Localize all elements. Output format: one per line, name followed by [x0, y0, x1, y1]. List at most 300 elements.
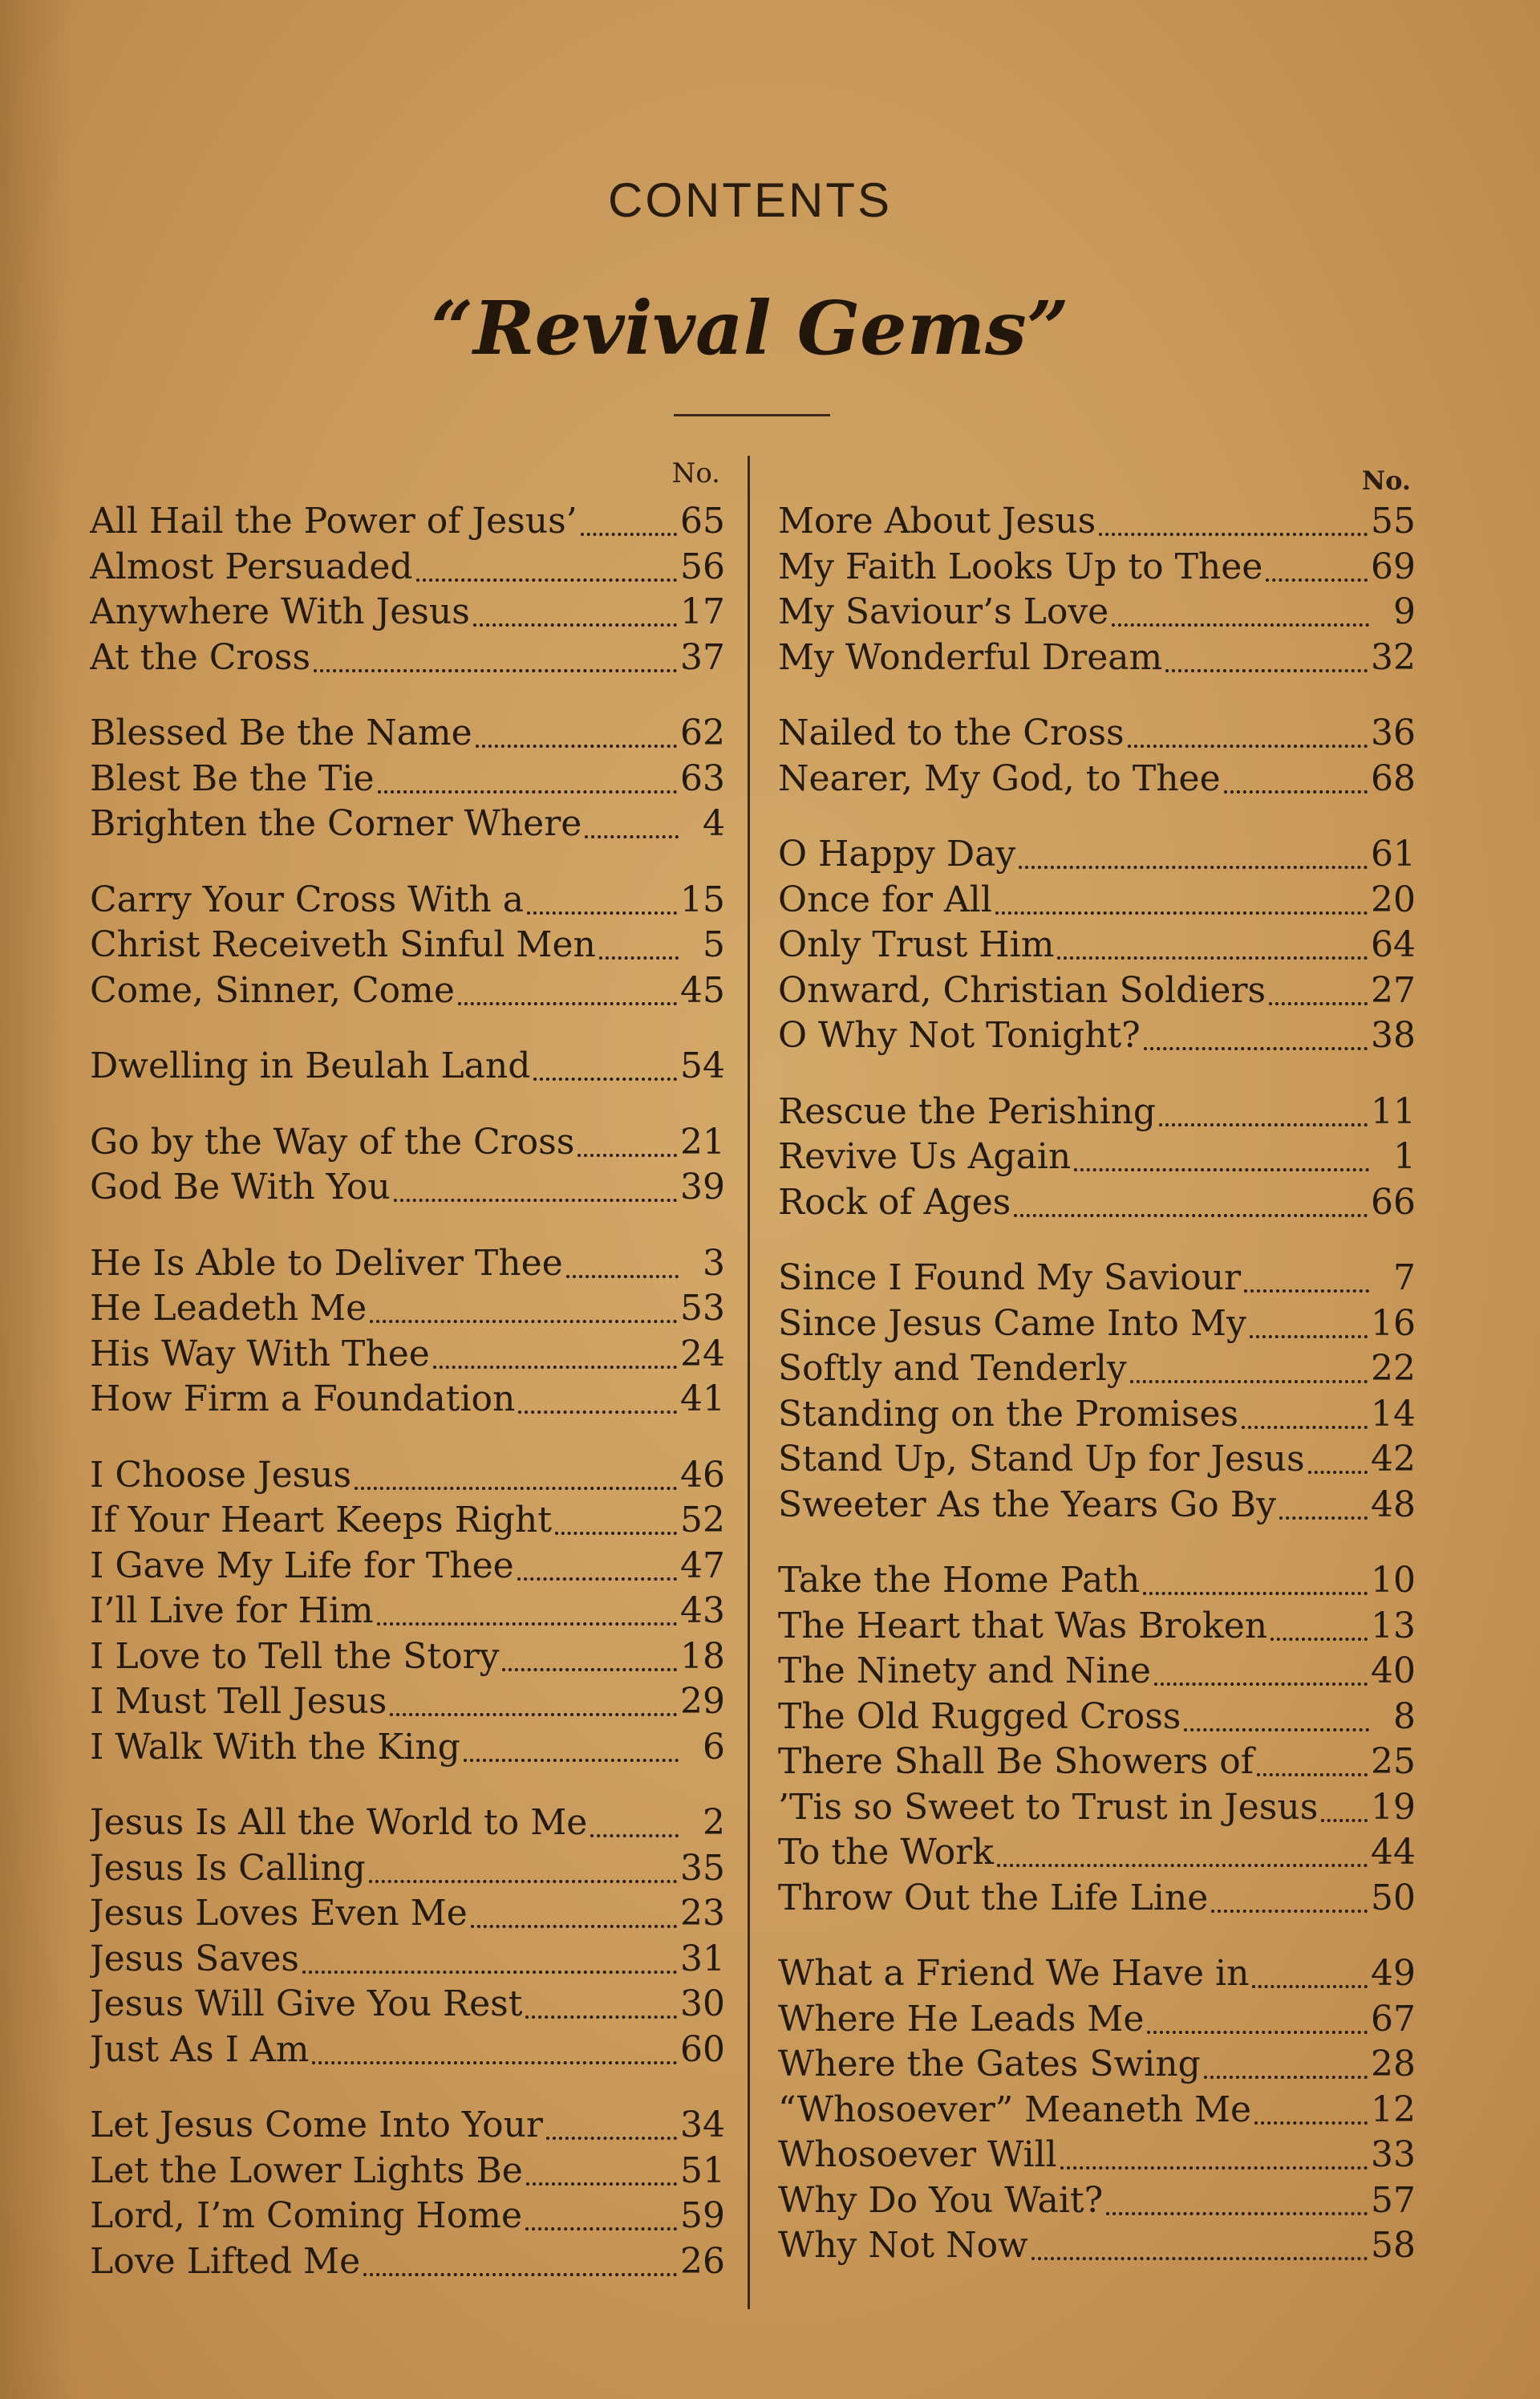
dot-leader — [546, 2133, 677, 2140]
hymn-title: Christ Receiveth Sinful Men — [90, 924, 596, 965]
toc-entry[interactable] — [90, 923, 725, 968]
hymn-number: 4 — [703, 803, 725, 844]
hymn-title: What a Friend We Have in — [778, 1953, 1250, 1994]
dot-leader — [1224, 787, 1368, 794]
hymn-title: My Faith Looks Up to Thee — [778, 546, 1263, 587]
hymn-number: 65 — [680, 501, 725, 542]
dot-leader — [1074, 1165, 1369, 1171]
dot-leader — [1165, 666, 1368, 672]
hymn-number: 53 — [680, 1288, 725, 1329]
toc-entry[interactable] — [778, 832, 1416, 878]
hymn-number: 45 — [680, 969, 725, 1011]
dot-leader — [355, 1484, 677, 1490]
toc-entry[interactable] — [778, 2088, 1416, 2133]
hymn-number: 44 — [1371, 1832, 1416, 1873]
hymn-title: Brighten the Corner Where — [90, 803, 582, 844]
toc-entry[interactable] — [90, 711, 725, 757]
contents-heading: CONTENTS — [608, 173, 892, 227]
toc-entry[interactable] — [778, 635, 1416, 681]
entry-group — [778, 1951, 1416, 2269]
hymn-number: 17 — [680, 591, 725, 632]
hymn-number: 11 — [1371, 1090, 1416, 1132]
hymn-title: At the Cross — [90, 636, 311, 678]
toc-entry[interactable] — [90, 545, 725, 591]
toc-entry[interactable] — [90, 1982, 725, 2028]
hymn-title: Go by the Way of the Cross — [90, 1121, 575, 1163]
entry-group — [90, 1044, 725, 1090]
toc-entry[interactable] — [778, 1695, 1416, 1740]
entry-group — [90, 1800, 725, 2072]
dot-leader — [566, 1272, 679, 1278]
toc-entry[interactable] — [778, 923, 1416, 968]
dot-leader — [1257, 1770, 1368, 1776]
hymn-number: 8 — [1393, 1695, 1416, 1737]
dot-leader — [995, 908, 1368, 915]
dot-leader — [312, 2058, 677, 2064]
toc-entry[interactable] — [778, 1951, 1416, 1997]
toc-entry[interactable] — [90, 1800, 725, 1846]
dot-leader — [527, 908, 677, 915]
hymn-number: 66 — [1371, 1181, 1416, 1223]
dot-leader — [585, 832, 679, 838]
hymn-title: Lord, I’m Coming Home — [90, 2195, 523, 2236]
hymn-number: 12 — [1371, 2088, 1416, 2130]
toc-entry[interactable] — [778, 1558, 1416, 1604]
hymn-title: Only Trust Him — [778, 924, 1055, 965]
dot-leader — [525, 2012, 677, 2019]
toc-entry[interactable] — [778, 878, 1416, 923]
entry-group — [778, 711, 1416, 802]
number-header: No. — [671, 457, 720, 489]
hymn-title: He Leadeth Me — [90, 1288, 367, 1329]
hymn-number: 25 — [1371, 1741, 1416, 1782]
hymn-number: 22 — [1371, 1348, 1416, 1389]
dot-leader — [369, 1877, 677, 1883]
hymn-number: 1 — [1393, 1136, 1416, 1177]
book-title: “Revival Gems” — [431, 285, 1069, 371]
hymn-title: Let Jesus Come Into Your — [90, 2105, 543, 2145]
dot-leader — [1019, 863, 1368, 869]
toc-entry[interactable] — [90, 1937, 725, 1983]
hymn-title: “Whosoever” Meaneth Me — [778, 2088, 1252, 2130]
hymn-title: I Walk With the King — [90, 1726, 460, 1768]
hymn-title: Jesus Loves Even Me — [90, 1893, 468, 1934]
hymn-number: 31 — [680, 1938, 725, 1979]
column-divider — [748, 456, 750, 2309]
hymn-title: Rock of Ages — [778, 1181, 1011, 1223]
dot-leader — [1204, 2072, 1368, 2079]
hymn-number: 20 — [1371, 879, 1416, 920]
left-entry-groups — [90, 499, 725, 2284]
hymn-number: 50 — [1371, 1877, 1416, 1918]
toc-entry[interactable] — [778, 1739, 1416, 1785]
hymn-title: Jesus Is All the World to Me — [90, 1802, 588, 1843]
hymn-title: Since Jesus Came Into My — [778, 1302, 1246, 1344]
dot-leader — [517, 1574, 677, 1581]
dot-leader — [1279, 1513, 1368, 1520]
hymn-title: Love Lifted Me — [90, 2240, 361, 2282]
hymn-number: 16 — [1371, 1302, 1416, 1344]
hymn-number: 46 — [680, 1454, 725, 1496]
right-entry-groups — [778, 499, 1416, 2269]
toc-entry[interactable] — [778, 1997, 1416, 2043]
hymn-title: Rescue the Perishing — [778, 1090, 1157, 1132]
hymn-number: 56 — [680, 546, 725, 587]
hymn-title: Throw Out the Life Line — [778, 1877, 1209, 1918]
hymn-title: I Choose Jesus — [90, 1454, 352, 1496]
toc-entry[interactable] — [778, 499, 1416, 545]
hymn-number: 68 — [1371, 757, 1416, 799]
dot-leader — [1130, 1377, 1368, 1383]
hymn-title: Nailed to the Cross — [778, 712, 1125, 753]
toc-entry[interactable] — [778, 968, 1416, 1014]
toc-entry[interactable] — [778, 590, 1416, 635]
entry-group — [778, 832, 1416, 1059]
hymn-title: He Is Able to Deliver Thee — [90, 1242, 563, 1284]
hymn-title: Blessed Be the Name — [90, 712, 472, 753]
toc-entry[interactable] — [778, 2042, 1416, 2088]
dot-leader — [1270, 1634, 1368, 1641]
hymn-number: 62 — [680, 712, 725, 753]
toc-entry[interactable] — [778, 2178, 1416, 2224]
hymn-title: Onward, Christian Soldiers — [778, 969, 1266, 1011]
hymn-title: Where He Leads Me — [778, 1998, 1145, 2040]
toc-entry[interactable] — [778, 711, 1416, 757]
hymn-number: 2 — [703, 1802, 725, 1843]
hymn-number: 49 — [1371, 1953, 1416, 1994]
hymn-number: 39 — [680, 1167, 725, 1208]
hymn-title: Stand Up, Stand Up for Jesus — [778, 1439, 1305, 1480]
hymn-number: 63 — [680, 757, 725, 799]
dot-leader — [599, 953, 679, 960]
hymn-number: 42 — [1371, 1439, 1416, 1480]
hymn-number: 29 — [680, 1681, 725, 1722]
entry-group — [90, 1241, 725, 1423]
hymn-number: 60 — [680, 2028, 725, 2070]
hymn-number: 21 — [680, 1121, 725, 1163]
toc-entry[interactable] — [90, 1332, 725, 1378]
dot-leader — [1144, 1044, 1368, 1050]
hymn-title: Why Not Now — [778, 2225, 1028, 2266]
dot-leader — [1250, 1332, 1368, 1338]
left-column — [90, 457, 725, 2315]
dot-leader — [1014, 1211, 1368, 1217]
entry-group — [778, 1090, 1416, 1226]
hymn-title: Dwelling in Beulah Land — [90, 1045, 531, 1086]
toc-entry[interactable] — [90, 1891, 725, 1937]
toc-entry[interactable] — [90, 968, 725, 1014]
toc-entry[interactable] — [778, 1483, 1416, 1528]
dot-leader — [1147, 2028, 1368, 2034]
hymn-number: 32 — [1371, 636, 1416, 678]
dot-leader — [1143, 1589, 1368, 1595]
dot-leader — [1099, 530, 1368, 536]
hymn-title: Since I Found My Saviour — [778, 1257, 1242, 1298]
dot-leader — [581, 530, 677, 536]
hymn-title: Almost Persuaded — [90, 546, 413, 587]
hymn-number: 9 — [1393, 591, 1416, 632]
toc-entry[interactable] — [90, 1165, 725, 1211]
dot-leader — [1031, 2254, 1368, 2260]
hymn-title: Standing on the Promises — [778, 1393, 1239, 1435]
toc-entry[interactable] — [90, 1634, 725, 1680]
hymn-title: His Way With Thee — [90, 1333, 430, 1374]
hymn-number: 3 — [703, 1242, 725, 1284]
toc-entry[interactable] — [90, 590, 725, 635]
hymn-number: 35 — [680, 1847, 725, 1889]
hymn-title: The Ninety and Nine — [778, 1650, 1151, 1691]
dot-leader — [416, 575, 677, 582]
dot-leader — [518, 1407, 677, 1414]
dot-leader — [1128, 741, 1368, 748]
hymn-title: God Be With You — [90, 1167, 391, 1208]
dot-leader — [390, 1710, 677, 1716]
hymn-title: I Must Tell Jesus — [90, 1681, 387, 1722]
hymn-title: Jesus Will Give You Rest — [90, 1983, 523, 2024]
toc-entry[interactable] — [90, 878, 725, 923]
toc-entry[interactable] — [778, 1392, 1416, 1438]
hymn-number: 27 — [1371, 969, 1416, 1011]
toc-entry[interactable] — [90, 2149, 725, 2194]
dot-leader — [1252, 1982, 1368, 1988]
dot-leader — [458, 999, 677, 1005]
hymn-title: Blest Be the Tie — [90, 757, 375, 799]
hymn-title: My Wonderful Dream — [778, 636, 1163, 678]
dot-leader — [555, 1528, 677, 1535]
dot-leader — [1159, 1120, 1368, 1126]
hymn-number: 47 — [680, 1545, 725, 1586]
hymn-number: 48 — [1371, 1484, 1416, 1525]
dot-leader — [377, 1619, 677, 1626]
hymn-title: ’Tis so Sweet to Trust in Jesus — [778, 1786, 1319, 1828]
hymn-title: I Love to Tell the Story — [90, 1635, 500, 1677]
hymn-title: Anywhere With Jesus — [90, 591, 470, 632]
dot-leader — [473, 620, 677, 627]
title-rule — [674, 414, 830, 416]
dot-leader — [394, 1195, 677, 1202]
hymn-number: 64 — [1371, 924, 1416, 965]
hymn-title: O Why Not Tonight? — [778, 1015, 1141, 1056]
toc-entry[interactable] — [778, 2133, 1416, 2178]
hymn-title: There Shall Be Showers of — [778, 1741, 1254, 1782]
hymn-number: 6 — [703, 1726, 725, 1768]
hymn-title: If Your Heart Keeps Right — [90, 1500, 552, 1540]
dot-leader — [1154, 1679, 1368, 1686]
toc-entry[interactable] — [778, 1090, 1416, 1135]
dot-leader — [464, 1756, 679, 1762]
dot-leader — [1308, 1467, 1368, 1474]
dot-leader — [525, 2224, 677, 2231]
entry-group — [90, 2103, 725, 2284]
toc-entry[interactable] — [90, 1725, 725, 1771]
hymn-number: 24 — [680, 1333, 725, 1374]
hymn-title: Come, Sinner, Come — [90, 969, 455, 1011]
toc-entry[interactable] — [90, 1544, 725, 1589]
dot-leader — [1244, 1286, 1369, 1293]
hymn-title: How Firm a Foundation — [90, 1378, 516, 1419]
dot-leader — [526, 2179, 677, 2186]
entry-group — [90, 1120, 725, 1211]
hymn-title: Nearer, My God, to Thee — [778, 757, 1221, 799]
entry-group — [90, 711, 725, 847]
toc-entry[interactable] — [90, 1044, 725, 1090]
dot-leader — [1211, 1906, 1368, 1913]
hymn-number: 41 — [680, 1378, 725, 1419]
dot-leader — [578, 1151, 677, 1157]
toc-entry[interactable] — [778, 757, 1416, 802]
hymn-title: Take the Home Path — [778, 1560, 1141, 1601]
hymn-title: Where the Gates Swing — [778, 2044, 1201, 2084]
toc-entry[interactable] — [90, 635, 725, 681]
hymn-title: Let the Lower Lights Be — [90, 2149, 523, 2191]
hymn-title: To the Work — [778, 1832, 994, 1873]
toc-entry[interactable] — [90, 802, 725, 847]
toc-entry[interactable] — [778, 1301, 1416, 1347]
hymn-number: 57 — [1371, 2179, 1416, 2221]
toc-entry[interactable] — [778, 1785, 1416, 1831]
dot-leader — [476, 741, 677, 748]
toc-entry[interactable] — [90, 2239, 725, 2285]
toc-entry[interactable] — [90, 2194, 725, 2239]
entry-group — [778, 1558, 1416, 1921]
dot-leader — [502, 1665, 677, 1671]
hymn-title: Why Do You Wait? — [778, 2179, 1104, 2221]
dot-leader — [1112, 620, 1369, 627]
dot-leader — [997, 1861, 1368, 1867]
toc-entry[interactable] — [778, 1180, 1416, 1226]
toc-entry[interactable] — [778, 2223, 1416, 2269]
dot-leader — [1060, 2163, 1368, 2170]
toc-entry[interactable] — [90, 2028, 725, 2073]
hymn-number: 14 — [1371, 1393, 1416, 1435]
hymn-number: 55 — [1371, 501, 1416, 542]
hymn-title: O Happy Day — [778, 834, 1016, 875]
entry-group — [90, 1453, 725, 1771]
entry-group — [90, 878, 725, 1014]
right-column — [778, 457, 1416, 2300]
hymn-number: 23 — [680, 1893, 725, 1934]
toc-entry[interactable] — [90, 499, 725, 545]
hymn-number: 40 — [1371, 1650, 1416, 1691]
toc-entry[interactable] — [778, 1649, 1416, 1695]
hymn-number: 58 — [1371, 2225, 1416, 2266]
dot-leader — [1242, 1423, 1368, 1429]
hymn-title: Revive Us Again — [778, 1136, 1072, 1177]
hymn-number: 19 — [1371, 1786, 1416, 1828]
toc-entry[interactable] — [778, 1604, 1416, 1650]
hymn-number: 28 — [1371, 2044, 1416, 2084]
hymn-number: 34 — [680, 2105, 725, 2145]
hymn-number: 37 — [680, 636, 725, 678]
hymn-title: Softly and Tenderly — [778, 1348, 1127, 1389]
dot-leader — [533, 1074, 677, 1081]
hymn-number: 36 — [1371, 712, 1416, 753]
hymn-number: 51 — [680, 2149, 725, 2191]
dot-leader — [1321, 1816, 1368, 1822]
hymn-number: 54 — [680, 1045, 725, 1086]
toc-entry[interactable] — [90, 1120, 725, 1166]
dot-leader — [370, 1317, 677, 1323]
hymn-number: 18 — [680, 1635, 725, 1677]
hymn-number: 67 — [1371, 1998, 1416, 2040]
toc-entry[interactable] — [90, 2103, 725, 2149]
hymn-title: My Saviour’s Love — [778, 591, 1109, 632]
hymn-title: I’ll Live for Him — [90, 1590, 374, 1631]
toc-entry[interactable] — [778, 1346, 1416, 1392]
toc-entry[interactable] — [778, 1437, 1416, 1483]
hymn-title: All Hail the Power of Jesus’ — [90, 501, 578, 542]
hymn-number: 38 — [1371, 1015, 1416, 1056]
toc-entry[interactable] — [90, 1286, 725, 1332]
number-header: No. — [1361, 465, 1411, 496]
dot-leader — [378, 787, 677, 794]
hymn-title: I Gave My Life for Thee — [90, 1545, 514, 1586]
toc-entry[interactable] — [778, 1830, 1416, 1876]
toc-entry[interactable] — [90, 757, 725, 802]
hymn-number: 59 — [680, 2195, 725, 2236]
toc-entry[interactable] — [90, 1846, 725, 1892]
hymn-title: Sweeter As the Years Go By — [778, 1484, 1276, 1525]
hymn-number: 52 — [680, 1500, 725, 1540]
dot-leader — [302, 1967, 677, 1974]
entry-group — [778, 499, 1416, 680]
entry-group — [90, 499, 725, 680]
dot-leader — [1254, 2118, 1368, 2125]
hymn-title: Once for All — [778, 879, 992, 920]
toc-entry[interactable] — [778, 1135, 1416, 1180]
hymn-title: More About Jesus — [778, 501, 1096, 542]
hymn-number: 7 — [1393, 1257, 1416, 1298]
entry-group — [778, 1256, 1416, 1528]
toc-entry[interactable] — [90, 1679, 725, 1725]
hymn-number: 43 — [680, 1590, 725, 1631]
hymn-number: 15 — [680, 879, 725, 920]
hymn-number: 61 — [1371, 834, 1416, 875]
hymn-number: 10 — [1371, 1560, 1416, 1601]
dot-leader — [590, 1831, 679, 1837]
hymn-title: Carry Your Cross With a — [90, 879, 524, 920]
toc-entry[interactable] — [90, 1498, 725, 1544]
dot-leader — [314, 666, 677, 672]
dot-leader — [1269, 999, 1368, 1005]
hymn-title: Just As I Am — [90, 2028, 310, 2070]
dot-leader — [433, 1362, 677, 1369]
dot-leader — [471, 1922, 677, 1928]
hymn-number: 30 — [680, 1983, 725, 2024]
hymn-number: 5 — [703, 924, 725, 965]
toc-entry[interactable] — [90, 1377, 725, 1423]
toc-entry[interactable] — [778, 1013, 1416, 1059]
toc-entry[interactable] — [778, 1256, 1416, 1301]
hymn-title: Jesus Saves — [90, 1938, 300, 1979]
toc-entry[interactable] — [90, 1589, 725, 1634]
hymn-number: 26 — [680, 2240, 725, 2282]
dot-leader — [1184, 1725, 1369, 1731]
dot-leader — [1266, 575, 1368, 582]
hymn-number: 69 — [1371, 546, 1416, 587]
dot-leader — [363, 2270, 677, 2276]
dot-leader — [1106, 2209, 1368, 2215]
toc-entry[interactable] — [90, 1241, 725, 1287]
toc-entry[interactable] — [778, 545, 1416, 591]
hymn-number: 33 — [1371, 2134, 1416, 2175]
dot-leader — [1057, 953, 1368, 960]
hymn-title: The Heart that Was Broken — [778, 1605, 1268, 1646]
hymn-title: Whosoever Will — [778, 2134, 1057, 2175]
hymn-number: 13 — [1371, 1605, 1416, 1646]
toc-entry[interactable] — [90, 1453, 725, 1499]
toc-entry[interactable] — [778, 1876, 1416, 1922]
